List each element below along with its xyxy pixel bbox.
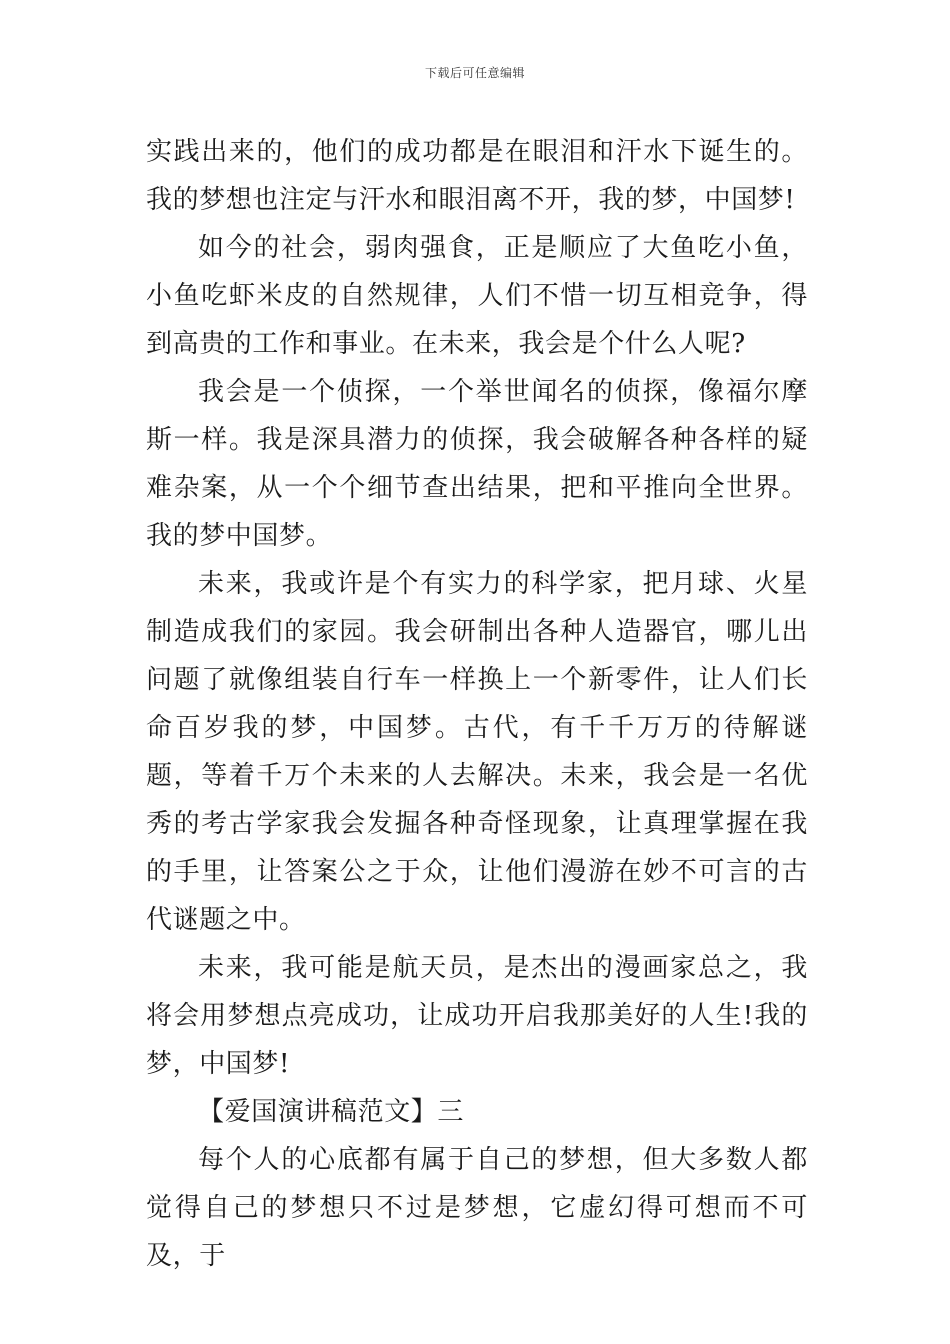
paragraph-6: 每个人的心底都有属于自己的梦想，但大多数人都觉得自己的梦想只不过是梦想，它虚幻得可想而不可及，于 [146, 1145, 808, 1271]
paragraph-5: 未来，我可能是航天员，是杰出的漫画家总之，我将会用梦想点亮成功，让成功开启我那美好的人生!我的梦，中国梦! [146, 953, 808, 1079]
paragraph-1: 实践出来的，他们的成功都是在眼泪和汗水下诞生的。我的梦想也注定与汗水和眼泪离不开，我的梦，中国梦! [146, 137, 808, 215]
page-header: 下载后可任意编辑 [424, 66, 525, 80]
document-body [146, 128, 808, 1280]
paragraph-3: 我会是一个侦探，一个举世闻名的侦探，像福尔摩斯一样。我是深具潜力的侦探，我会破解各种各样的疑难杂案，从一个个细节查出结果，把和平推向全世界。我的梦中国梦。 [146, 377, 808, 551]
paragraph-2: 如今的社会，弱肉强食，正是顺应了大鱼吃小鱼，小鱼吃虾米皮的自然规律，人们不惜一切互相竞争，得到高贵的工作和事业。在未来，我会是个什么人呢? [146, 233, 808, 359]
section-heading: 【爱国演讲稿范文】三 [198, 1097, 465, 1127]
paragraph-4: 未来，我或许是个有实力的科学家，把月球、火星制造成我们的家园。我会研制出各种人造器官，哪儿出问题了就像组装自行车一样换上一个新零件，让人们长命百岁我的梦，中国梦。古代，有千千万万的待解谜题，等着千万个未来的人去解决。未来，我会是一名优秀的考古学家我会发掘各种奇怪现象，让真理掌握在我的手里，让答案公之于众，让他们漫游在妙不可言的古代谜题之中。 [146, 569, 808, 935]
